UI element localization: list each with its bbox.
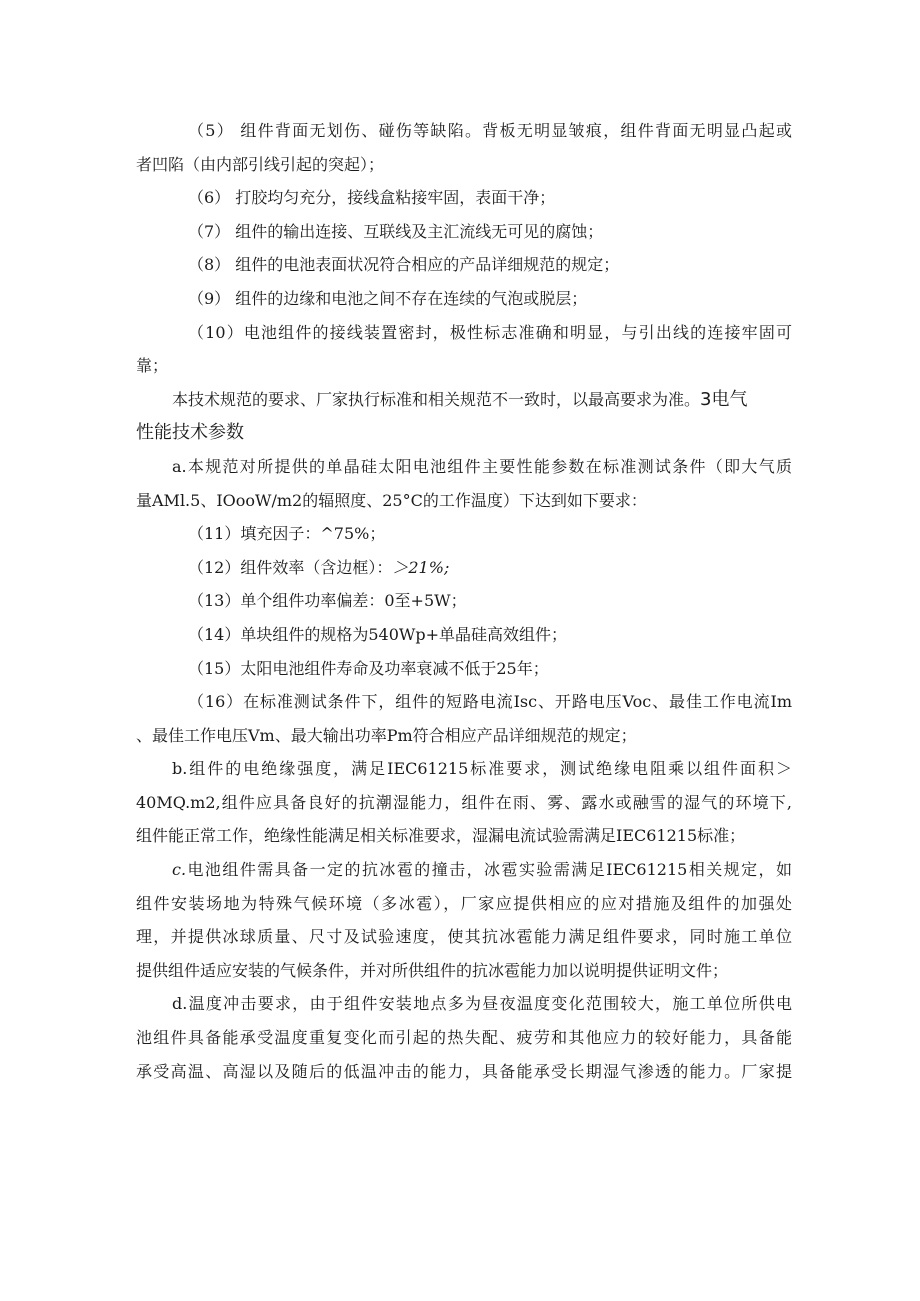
item-10-line-1: （10）电池组件的接线装置密封，极性标志准确和明显，与引出线的连接牢固可 [188, 322, 792, 342]
item-15: （15）太阳电池组件寿命及功率衰减不低于25年； [188, 658, 549, 678]
clause-c-line-1-text: 电池组件需具备一定的抗冰雹的撞击，冰雹实验需满足IEC61215相关规定，如 [186, 860, 792, 880]
item-16-line-2: 、最佳工作电压Vm、最大输出功率Pm符合相应产品详细规范的规定； [136, 725, 637, 745]
item-11: （11）填充因子：^75%； [188, 524, 386, 544]
clause-c-line-4: 提供组件适应安装的气候条件，并对所供组件的抗冰雹能力加以说明提供证明文件； [136, 960, 729, 980]
item-5-line-1: （5） 组件背面无划伤、碰伤等缺陷。背板无明显皱痕，组件背面无明显凸起或 [188, 121, 792, 140]
clause-b-line-2: 40MQ.m2,组件应具备良好的抗潮湿能力，组件在雨、雾、露水或融雪的湿气的环境下, [136, 792, 792, 812]
clause-b-line-3: 组件能正常工作，绝缘性能满足相关标准要求，湿漏电流试验需满足IEC61215标准； [136, 826, 746, 846]
section-heading-part-1: 3电气 [700, 388, 748, 410]
item-12-value: ＞21%; [392, 557, 450, 577]
clause-a-line-2: 量AMl.5、IOooW/m2的辐照度、25°C的工作温度）下达到如下要求： [136, 490, 647, 510]
item-12-label: （12）组件效率（含边框）： [188, 557, 393, 577]
requirement-note [136, 383, 792, 417]
item-14: （14）单块组件的规格为540Wp+单晶硅高效组件； [188, 624, 567, 644]
clause-d-line-1: d.温度冲击要求，由于组件安装地点多为昼夜温度变化范围较大，施工单位所供电 [172, 994, 792, 1014]
item-5-line-2: 者凹陷（由内部引线引起的突起）； [136, 154, 385, 174]
clause-c-line-3: 理，并提供冰球质量、尺寸及试验速度，使其抗冰雹能力满足组件要求，同时施工单位 [136, 927, 792, 947]
item-12 [136, 551, 792, 585]
clause-d-line-3: 承受高温、高湿以及随后的低温冲击的能力，具备能承受长期湿气渗透的能力。厂家提 [136, 1061, 792, 1081]
item-9: （9） 组件的边缘和电池之间不存在连续的气泡或脱层； [188, 288, 588, 308]
clause-c-marker: c. [172, 860, 187, 880]
clause-b-line-1: b.组件的电绝缘强度，满足IEC61215标准要求，测试绝缘电阻乘以组件面积＞ [172, 759, 792, 779]
clause-d-line-2: 池组件具备能承受温度重复变化而引起的热失配、疲劳和其他应力的较好能力，具备能 [136, 1028, 792, 1048]
item-10-line-2: 靠； [136, 356, 169, 376]
clause-c-line-1 [136, 853, 792, 887]
item-16-line-1: （16）在标准测试条件下，组件的短路电流Isc、开路电压Voc、最佳工作电流Im [188, 692, 792, 712]
section-heading-part-2: 性能技术参数 [136, 422, 244, 444]
item-8: （8） 组件的电池表面状况符合相应的产品详细规范的规定； [188, 255, 620, 275]
requirement-note-text: 本技术规范的要求、厂家执行标准和相关规范不一致时，以最高要求为准。 [172, 389, 701, 409]
item-13: （13）单个组件功率偏差：0至+5W； [188, 591, 467, 611]
clause-c-line-2: 组件安装场地为特殊气候环境（多冰雹），厂家应提供相应的应对措施及组件的加强处 [136, 893, 792, 913]
clause-a-line-1: a.本规范对所提供的单晶硅太阳电池组件主要性能参数在标准测试条件（即大气质 [172, 456, 792, 476]
item-6: （6） 打胶均匀充分，接线盒粘接牢固，表面干净； [188, 188, 556, 208]
document-body [136, 114, 792, 1088]
item-7: （7） 组件的输出连接、互联线及主汇流线无可见的腐蚀； [188, 221, 604, 241]
